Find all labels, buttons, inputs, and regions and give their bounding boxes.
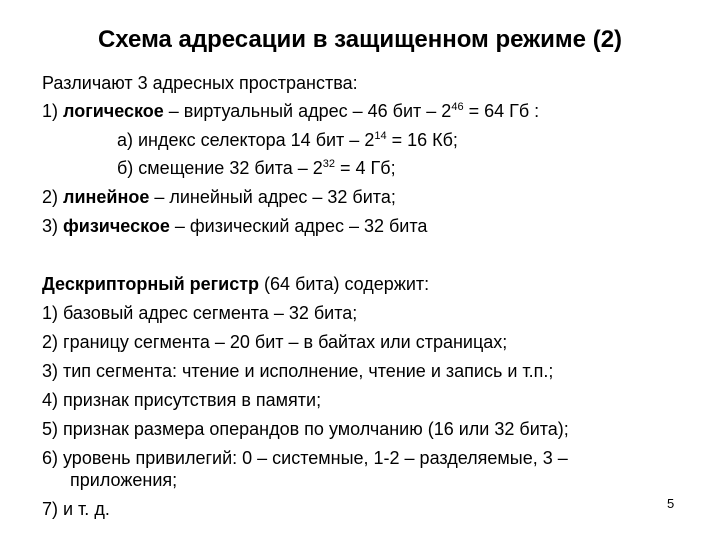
descriptor-item-1: 1) базовый адрес сегмента – 32 бита;	[42, 303, 358, 323]
logical-num: 1)	[42, 101, 64, 121]
logical-desc: – виртуальный адрес – 46 бит – 2	[163, 101, 452, 121]
logical-exponent: 46	[451, 101, 464, 113]
physical-space-line	[42, 215, 427, 237]
offset-exponent: 32	[322, 158, 336, 170]
descriptor-item-7: 7) и т. д.	[42, 499, 110, 519]
descriptor-item-3: 3) тип сегмента: чтение и исполнение, чтение и запись и т.п.;	[42, 361, 554, 381]
descriptor-heading-rest: (64 бита) содержит:	[259, 274, 430, 294]
descriptor-item-6-continuation: приложения;	[70, 470, 178, 490]
slide-title: Схема адресации в защищенном режиме (2)	[97, 26, 623, 53]
page-number: 5	[667, 496, 675, 511]
linear-num: 2)	[42, 187, 64, 207]
descriptor-item-5: 5) признак размера операндов по умолчанию (16 или 32 бита);	[42, 419, 569, 439]
linear-term: линейное	[63, 187, 150, 207]
descriptor-item-4: 4) признак присутствия в памяти;	[42, 390, 322, 410]
descriptor-item-6: 6) уровень привилегий: 0 – системные, 1-2 – разделяемые, 3 –	[42, 448, 568, 468]
selector-line	[117, 129, 458, 151]
descriptor-term: Дескрипторный регистр	[42, 274, 260, 294]
logical-term: логическое	[63, 101, 164, 121]
linear-space-line	[42, 186, 396, 208]
logical-size: = 64 Гб :	[463, 101, 540, 121]
selector-exponent: 14	[374, 130, 387, 142]
logical-space-line	[42, 100, 539, 122]
physical-term: физическое	[63, 216, 170, 236]
offset-size: = 4 Гб;	[335, 158, 396, 178]
selector-desc: а) индекс селектора 14 бит – 2	[117, 130, 375, 150]
linear-desc: – линейный адрес – 32 бита;	[149, 187, 396, 207]
address-spaces-intro: Различают 3 адресных пространства:	[42, 73, 358, 93]
descriptor-item-2: 2) границу сегмента – 20 бит – в байтах или страницах;	[42, 332, 508, 352]
descriptor-heading	[42, 273, 429, 295]
physical-desc: – физический адрес – 32 бита	[169, 216, 428, 236]
offset-desc: б) смещение 32 бита – 2	[117, 158, 323, 178]
offset-line	[117, 157, 396, 179]
physical-num: 3)	[42, 216, 64, 236]
selector-size: = 16 Кб;	[386, 130, 458, 150]
